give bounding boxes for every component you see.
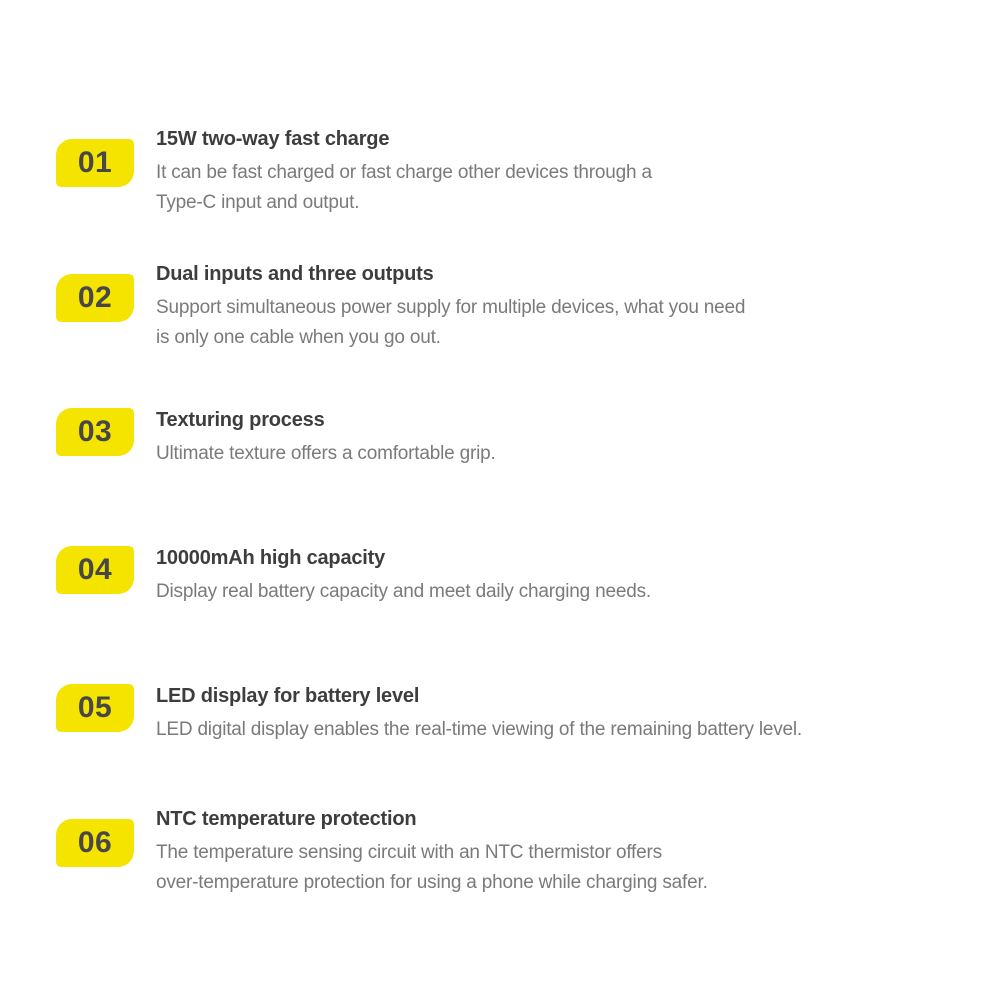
- feature-description: [156, 158, 970, 218]
- feature-description-line: Type-C input and output.: [156, 192, 360, 213]
- feature-number-badge: [56, 139, 134, 187]
- feature-number: 06: [77, 826, 113, 859]
- feature-description-line: over-temperature protection for using a phone while charging safer.: [156, 872, 708, 893]
- feature-text-block: [156, 546, 970, 607]
- feature-item-04: [56, 546, 970, 607]
- feature-description-line: It can be fast charged or fast charge other devices through a: [156, 162, 652, 183]
- feature-title: 10000mAh high capacity: [156, 547, 386, 569]
- feature-text-block: [156, 262, 970, 353]
- feature-number-badge: [56, 274, 134, 322]
- feature-title: NTC temperature protection: [156, 808, 417, 830]
- feature-description-line: Display real battery capacity and meet daily charging needs.: [156, 581, 651, 602]
- feature-number-badge: [56, 546, 134, 594]
- feature-description-line: is only one cable when you go out.: [156, 327, 441, 348]
- feature-number-badge: [56, 408, 134, 456]
- feature-number: 02: [77, 281, 113, 314]
- feature-description-line: Support simultaneous power supply for multiple devices, what you need: [156, 297, 746, 318]
- feature-description: [156, 293, 970, 353]
- feature-number-badge: [56, 684, 134, 732]
- feature-description: [156, 439, 970, 469]
- feature-description-line: Ultimate texture offers a comfortable grip.: [156, 443, 496, 464]
- feature-text-block: [156, 127, 970, 218]
- feature-text-block: [156, 807, 970, 898]
- feature-item-03: [56, 408, 970, 469]
- feature-title: LED display for battery level: [156, 685, 420, 707]
- feature-description: [156, 577, 970, 607]
- feature-number-badge: [56, 819, 134, 867]
- feature-title: Texturing process: [156, 409, 325, 431]
- feature-item-05: [56, 684, 970, 745]
- feature-number: 01: [77, 146, 113, 179]
- feature-number: 03: [77, 415, 113, 448]
- feature-item-02: [56, 262, 970, 353]
- feature-title: Dual inputs and three outputs: [156, 263, 434, 285]
- feature-item-06: [56, 807, 970, 898]
- feature-description: [156, 715, 970, 745]
- feature-description-line: The temperature sensing circuit with an NTC thermistor offers: [156, 842, 662, 863]
- feature-text-block: [156, 408, 970, 469]
- feature-item-01: [56, 127, 970, 218]
- feature-number: 04: [77, 553, 113, 586]
- feature-title: 15W two-way fast charge: [156, 128, 390, 150]
- feature-description: [156, 838, 970, 898]
- feature-number: 05: [77, 691, 113, 724]
- feature-text-block: [156, 684, 970, 745]
- feature-description-line: LED digital display enables the real-time viewing of the remaining battery level.: [156, 719, 802, 740]
